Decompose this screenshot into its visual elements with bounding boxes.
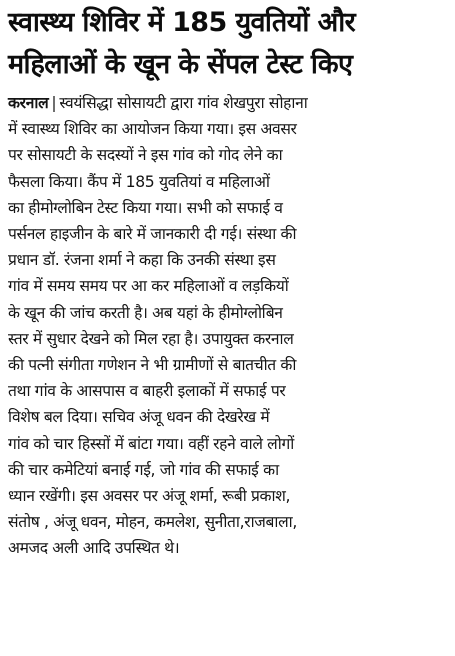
article-line: में स्वास्थ्य शिविर का आयोजन किया गया। इस अवसर — [8, 120, 297, 139]
article-line: ध्यान रखेंगी। इस अवसर पर अंजू शर्मा, रूबी प्रकाश, — [8, 487, 291, 506]
article-line: विशेष बल दिया। सचिव अंजू धवन की देखरेख में — [8, 408, 270, 427]
headline — [8, 2, 448, 86]
article-line: प्रधान डॉ. रंजना शर्मा ने कहा कि उनकी संस्था इस — [8, 251, 276, 270]
article-line: पर्सनल हाइजीन के बारे में जानकारी दी गई। संस्था की — [8, 225, 297, 244]
article-line: का हीमोग्लोबिन टेस्ट किया गया। सभी को सफाई व — [8, 198, 283, 217]
article-line: गांव में समय समय पर आ कर महिलाओं व लड़कियों — [8, 277, 289, 296]
article-line: स्तर में सुधार देखने को मिल रहा है। उपायुक्त करनाल — [8, 329, 294, 348]
dateline-separator: | — [51, 94, 57, 112]
article-line-first — [8, 90, 455, 116]
headline-line: स्वास्थ्य शिविर में 185 युवतियों और — [8, 7, 356, 38]
article-line: अमजद अली आदि उपस्थित थे। — [8, 539, 180, 558]
article-line: पर सोसायटी के सदस्यों ने इस गांव को गोद लेने का — [8, 146, 283, 165]
article-line: के खून की जांच करती है। अब यहां के हीमोग्लोबिन — [8, 303, 283, 322]
article-line: संतोष , अंजू धवन, मोहन, कमलेश, सुनीता,राजबाला, — [8, 513, 297, 532]
article-line: फैसला किया। कैंप में 185 युवतियां व महिलाओं — [8, 172, 270, 191]
article-line-text: स्वयंसिद्धा सोसायटी द्वारा गांव शेखपुरा सोहाना — [59, 94, 308, 112]
headline-line: महिलाओं के खून के सेंपल टेस्ट किए — [8, 49, 353, 80]
article-line: तथा गांव के आसपास व बाहरी इलाकों में सफाई पर — [8, 382, 286, 401]
article-line: गांव को चार हिस्सों में बांटा गया। वहीं रहने वाले लोगों — [8, 434, 294, 453]
article-line: की पत्नी संगीता गणेशन ने भी ग्रामीणों से बातचीत की — [8, 356, 297, 375]
dateline: करनाल — [8, 94, 49, 112]
article-line: की चार कमेटियां बनाई गई, जो गांव की सफाई का — [8, 460, 279, 479]
article-body — [8, 90, 455, 562]
